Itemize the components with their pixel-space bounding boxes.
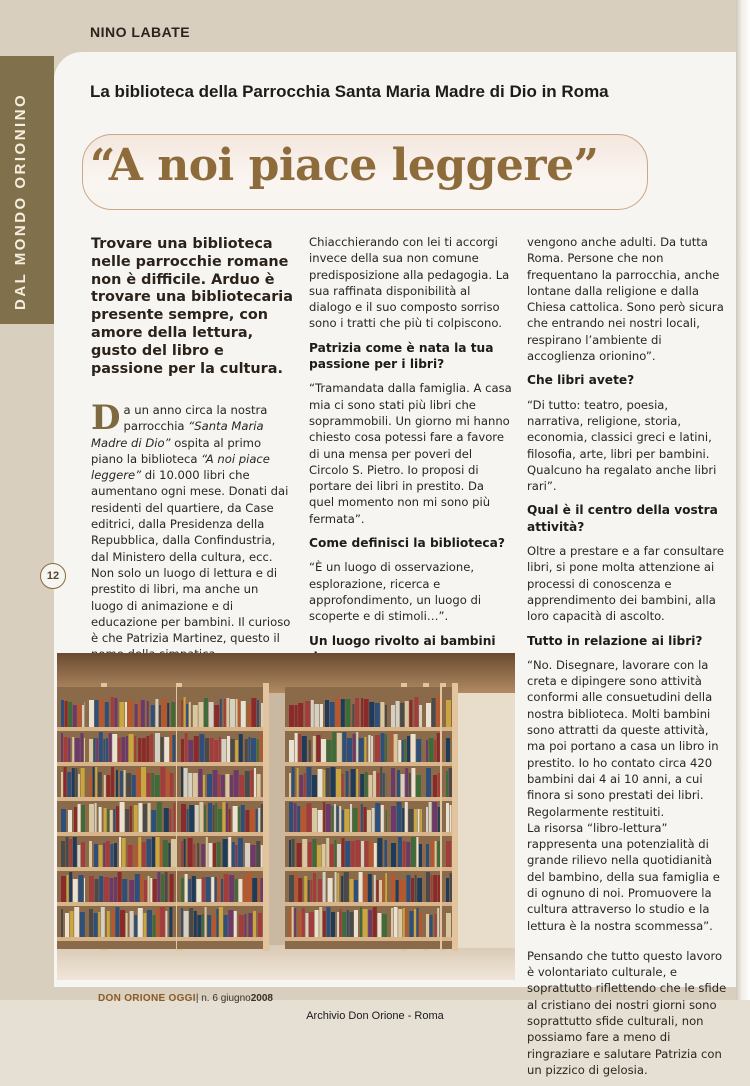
drop-cap: D (91, 398, 121, 438)
question-heading: Che libri avete? (527, 373, 635, 388)
section-label: DAL MONDO ORIONINO (12, 92, 29, 310)
paragraph: Chiacchierando con lei ti accorgi invece della sua non comune predisposizione alla pedagogia. La sua raffinata disponibilità al dialogo e il suo composto sorriso sono i tratti che più ti colpiscono. (309, 235, 510, 331)
magazine-name: DON ORIONE OGGI (98, 993, 196, 1004)
column-3 (527, 234, 727, 1086)
author-name: NINO LABATE (90, 24, 191, 40)
question-heading: Come definisci la biblioteca? (309, 536, 505, 551)
archive-caption: Archivio Don Orione - Roma (306, 1010, 444, 1022)
answer-paragraph: La risorsa “libro-lettura” rappresenta una potenzialità di grande rilievo nella quotidianità del bambino, della sua famiglia e di ognuno di noi. Promuovere la cultura attraverso lo studio e la lettura è la nostra scommessa”. (527, 820, 720, 933)
question-heading: Un luogo rivolto ai bambini (309, 633, 496, 648)
answer-paragraph: “No. Disegnare, lavorare con la creta e dipingere sono attività conformi alle consuetudini della nostra biblioteca. Molti bambini sono attratti da queste attività, ma poi portano a casa un libro in prestito. Io ho contato circa 420 bambini dai 4 ai 10 anni, a cui finora si sono prestati dei libri. Regolarmente restituiti. (527, 657, 719, 819)
answer-paragraph: Oltre a prestare e a far consultare libri, si pone molta attenzione ai processi di conoscenza e apprendimento dei bambini, alla loro capacità di ascolto. (527, 544, 725, 624)
article-kicker: La biblioteca della Parrocchia Santa Maria Madre di Dio in Roma (90, 82, 609, 101)
answer-paragraph: “Di tutto: teatro, poesia, narrativa, religione, storia, economia, classici greci e latini, filosofia, arte, libri per bambini. Qualcuno ha regalato anche libri rari”. (527, 397, 717, 494)
answer-paragraph: “Tramandata dalla famiglia. A casa mia ci sono stati più libri che soprammobili. Un giorno mi hanno chiesto cosa potessi fare a favore di una mensa per poveri del Circolo S. Pietro. Io proposi di portare dei libri in prestito. Da quel momento non mi sono più fermata”. (309, 381, 512, 526)
article-lead: Trovare una biblioteca nelle parrocchie romane non è difficile. Arduo è trovare una bibliotecaria presente sempre, con amore della lettura, gusto del libro e passione per la cultura. (91, 236, 293, 377)
page-number: 12 (40, 563, 66, 589)
answer-paragraph: “È un luogo di osservazione, esplorazione, ricerca e approfondimento, un luogo di scoperte e di stimoli…”. (309, 560, 482, 624)
closing-paragraph: Pensando che tutto questo lavoro è volontariato culturale, e soprattutto riflettendo che le sfide al cristiano dei nostri giorni sono soprattutto sfide culturali, non possiamo fare a meno di ringraziare e salutare Patrizia con un pizzico di gelosia. (527, 948, 727, 1077)
question-heading: Qual è il centro della vostra attività? (527, 503, 718, 534)
column-2 (309, 234, 512, 714)
article-title: “A noi piace leggere” (90, 140, 599, 191)
issue-label: n. 6 giugno (201, 993, 251, 1004)
magazine-footer: DON ORIONE OGGI| n. 6 giugno2008 (98, 993, 273, 1004)
bookshelves-illustration (57, 653, 515, 980)
paragraph: vengono anche adulti. Da tutta Roma. Persone che non frequentano la parrocchia, anche lontane dalla religione e dalla Chiesa cattolica. Sono però sicura che entrando nei nostri locali, respirano l’ambiente di accoglienza orionino”. (527, 235, 724, 364)
issue-year: 2008 (250, 993, 273, 1004)
question-heading: Patrizia come è nata la tua passione per i libri? (309, 340, 494, 372)
library-photo (57, 653, 515, 980)
question-heading: Tutto in relazione ai libri? (527, 633, 703, 648)
intro-paragraph: Da un anno circa la nostra parrocchia “Santa Maria Madre di Dio” ospita al primo piano la biblioteca “A noi piace leggere” di 10.000 libri che aumentano ogni mese. Donati dai residenti del quartiere, da Case editrici, dalla Presidenza della Repubblica, dalla Confindustria, dal Ministero della cultura, ecc. Non solo un luogo di lettura e di prestito di libri, ma anche un luogo di animazione e di educazione per bambini. Il curioso è che Patrizia Martinez, questo il (91, 398, 291, 646)
page-edge (736, 0, 750, 1000)
